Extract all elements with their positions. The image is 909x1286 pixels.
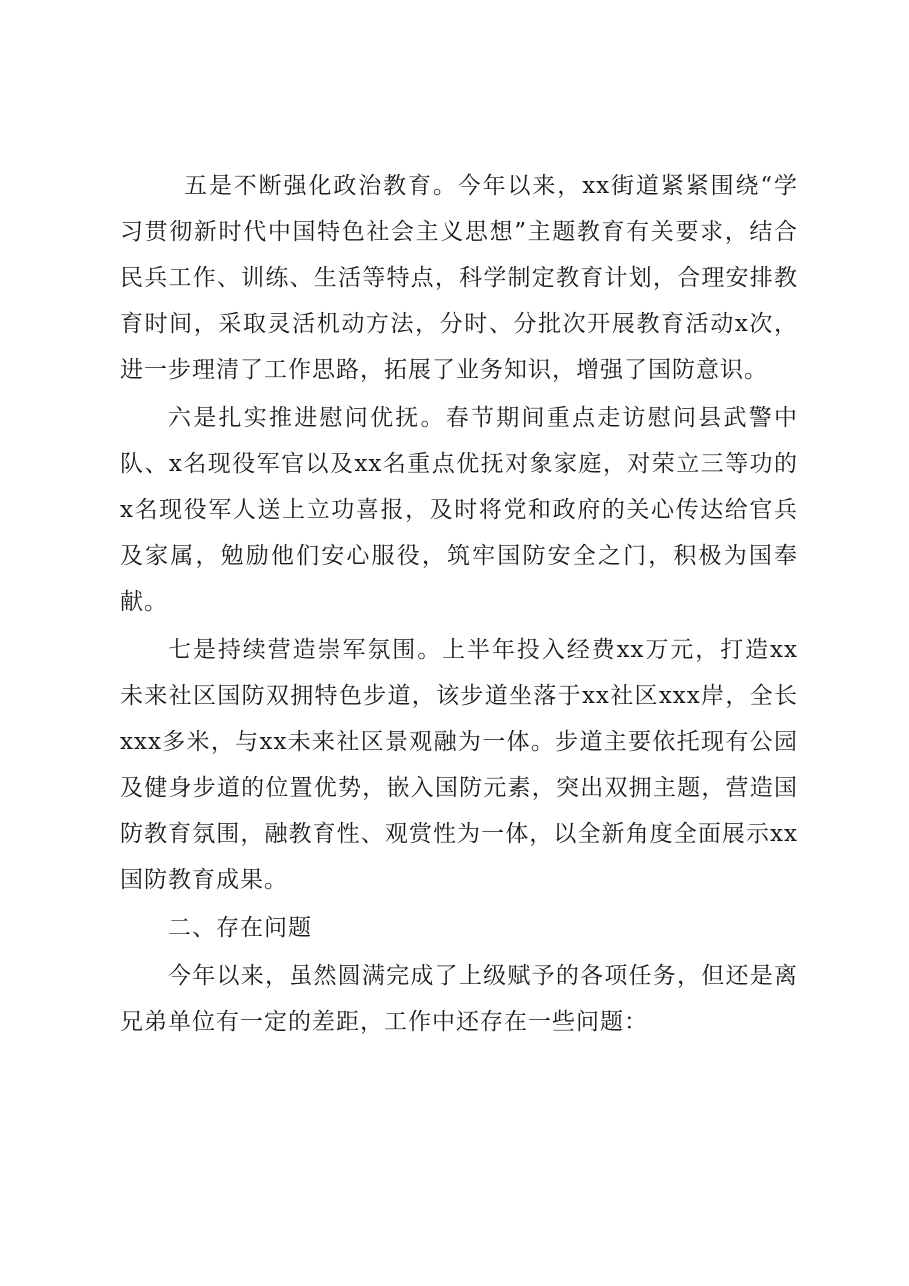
paragraph-condolence-visits: 六是扎实推进慰问优抚。春节期间重点走访慰问县武警中队、x名现役军官以及xx名重点优抚对象家庭，对荣立三等功的x名现役军人送上立功喜报，及时将党和政府的关心传达给官兵及家属，勉励他们安心服役，筑牢国防安全之门，积极为国奉献。 — [120, 405, 798, 615]
paragraph-political-education: 五是不断强化政治教育。今年以来，xx街道紧紧围绕“学习贯彻新时代中国特色社会主义思想”主题教育有关要求，结合民兵工作、训练、生活等特点，科学制定教育计划，合理安排教育时间，采取灵活机动方法，分时、分批次开展教育活动x次，进一步理清了工作思路，拓展了业务知识，增强了国防意识。 — [120, 173, 798, 383]
document-body — [120, 163, 798, 1045]
paragraph-problems-intro: 今年以来，虽然圆满完成了上级赋予的各项任务，但还是离兄弟单位有一定的差距，工作中还存在一些问题： — [120, 963, 798, 1035]
section-heading-problems: 二、存在问题 — [168, 915, 312, 941]
paragraph-military-atmosphere: 七是持续营造崇军氛围。上半年投入经费xx万元，打造xx未来社区国防双拥特色步道，该步道坐落于xx社区xxx岸，全长xxx多米，与xx未来社区景观融为一体。步道主要依托现有公园及健身步道的位置优势，嵌入国防元素，突出双拥主题，营造国防教育氛围，融教育性、观赏性为一体，以全新角度全面展示xx国防教育成果。 — [120, 637, 798, 893]
